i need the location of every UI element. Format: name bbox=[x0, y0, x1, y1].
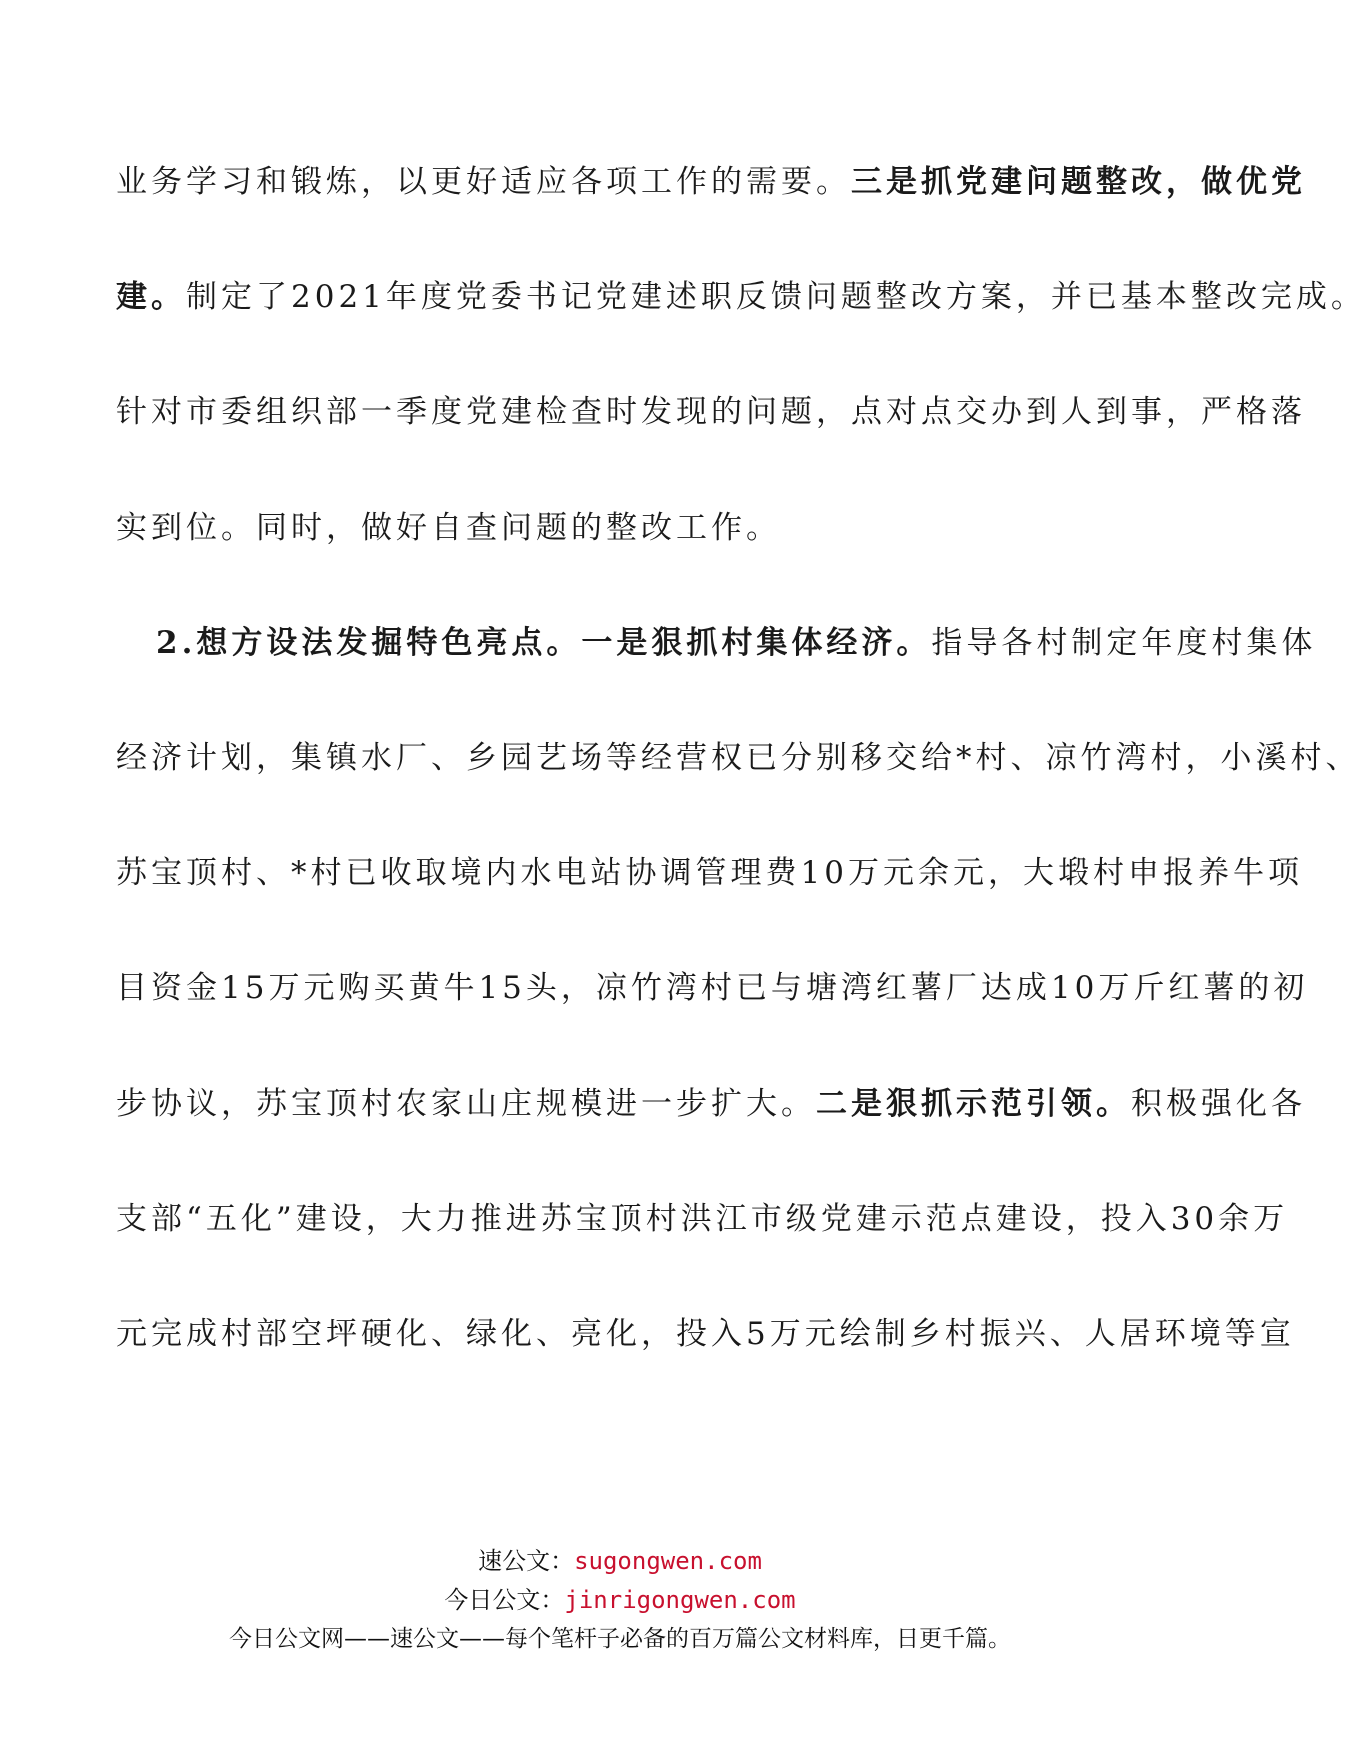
paragraph-line-10 bbox=[116, 1199, 1289, 1239]
line-9-text-c: 积极强化各 bbox=[1131, 1086, 1306, 1122]
paragraph-line-2 bbox=[116, 277, 1366, 317]
line-1-text: 业务学习和锻炼，以更好适应各项工作的需要。 bbox=[116, 164, 851, 200]
footer-slogan-text: 今日公文网——速公文——每个笔杆子必备的百万篇公文材料库，日更千篇。 bbox=[229, 1626, 1011, 1652]
line-5-text: 指导各村制定年度村集体 bbox=[931, 625, 1317, 661]
paragraph-line-9 bbox=[116, 1084, 1306, 1124]
footer-jinrigongwen bbox=[0, 1585, 1240, 1615]
line-3-text: 针对市委组织部一季度党建检查时发现的问题，点对点交办到人到事，严格落 bbox=[116, 394, 1306, 430]
line-4-text: 实到位。同时，做好自查问题的整改工作。 bbox=[116, 510, 781, 546]
footer-sugongwen bbox=[0, 1546, 1240, 1576]
line-1-bold: 三是抓党建问题整改，做优党 bbox=[851, 164, 1306, 200]
footer-link-sugongwen[interactable]: sugongwen.com bbox=[574, 1547, 762, 1575]
paragraph-line-6 bbox=[116, 738, 1361, 778]
line-9-bold: 二是狠抓示范引领。 bbox=[816, 1086, 1131, 1122]
paragraph-line-7 bbox=[116, 853, 1303, 893]
footer-label-1: 速公文： bbox=[478, 1547, 575, 1575]
line-10-text: 支部“五化”建设，大力推进苏宝顶村洪江市级党建示范点建设，投入30余万 bbox=[116, 1201, 1289, 1237]
line-11-text: 元完成村部空坪硬化、绿化、亮化，投入5万元绘制乡村振兴、人居环境等宣 bbox=[116, 1316, 1295, 1352]
paragraph-line-5 bbox=[156, 623, 1317, 663]
line-9-text-a: 步协议，苏宝顶村农家山庄规模进一步扩大。 bbox=[116, 1086, 816, 1122]
footer-link-jinrigongwen[interactable]: jinrigongwen.com bbox=[564, 1586, 796, 1614]
paragraph-line-11 bbox=[116, 1314, 1295, 1354]
footer-label-2: 今日公文： bbox=[444, 1586, 565, 1614]
paragraph-line-3 bbox=[116, 392, 1306, 432]
paragraph-line-1 bbox=[116, 162, 1306, 202]
line-2-bold: 建。 bbox=[116, 279, 186, 315]
paragraph-line-4 bbox=[116, 508, 1126, 548]
paragraph-line-8 bbox=[116, 968, 1309, 1008]
line-7-text: 苏宝顶村、*村已收取境内水电站协调管理费10万元余元，大塅村申报养牛项 bbox=[116, 855, 1303, 891]
line-8-text: 目资金15万元购买黄牛15头，凉竹湾村已与塘湾红薯厂达成10万斤红薯的初 bbox=[116, 970, 1309, 1006]
footer-slogan bbox=[0, 1624, 1240, 1654]
line-2-text: 制定了2021年度党委书记党建述职反馈问题整改方案，并已基本整改完成。 bbox=[186, 279, 1366, 315]
line-5-bold: 2.想方设法发掘特色亮点。一是狠抓村集体经济。 bbox=[156, 625, 932, 661]
line-6-text: 经济计划，集镇水厂、乡园艺场等经营权已分别移交给*村、凉竹湾村，小溪村、 bbox=[116, 740, 1361, 776]
